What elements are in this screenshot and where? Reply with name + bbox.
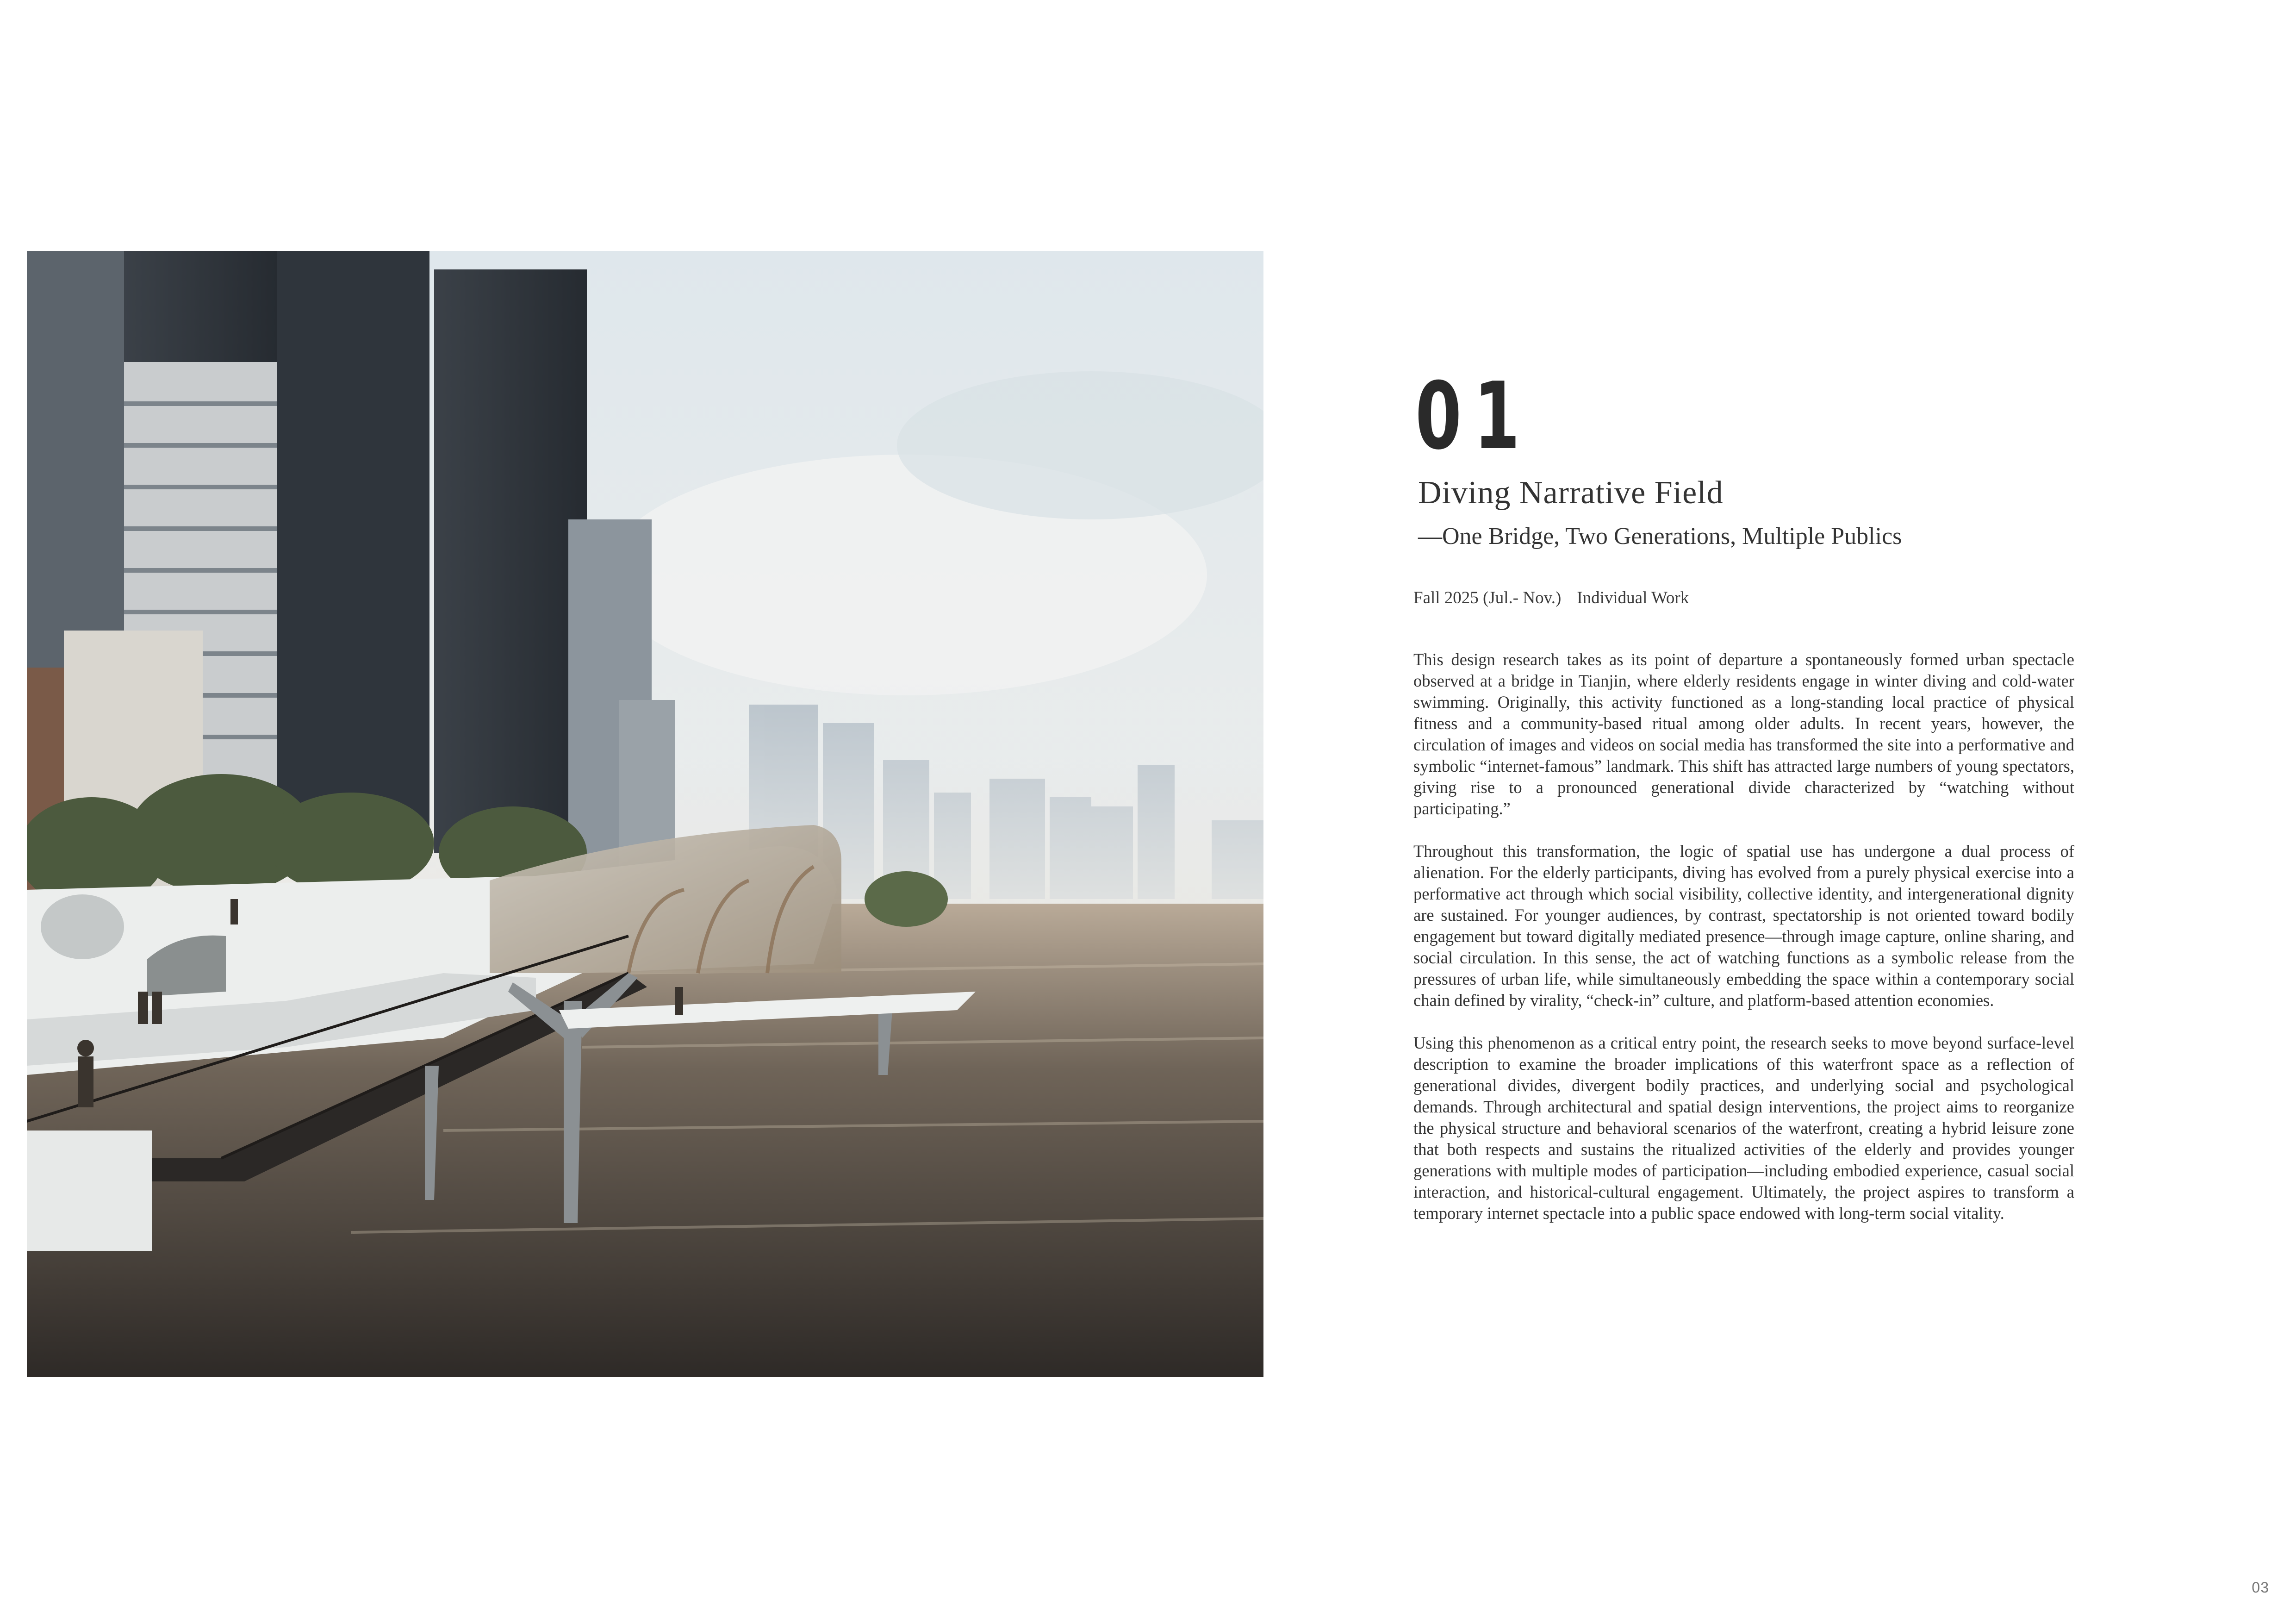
description-paragraph: Using this phenomenon as a critical entry point, the research seeks to move beyond surface-level description to examine the broader implications of this waterfront space as a reflection of generational divides, divergent bodily practices, and underlying social and psychological demands. Through architectural and spatial design interventions, the project aims to reorganize the physical structure and behavioral scenarios of the waterfront, creating a hybrid leisure zone that both respects and sustains the ritualized activities of the elderly and provides younger generations with multiple modes of participation—including embodied experience, casual social interaction, and historical-cultural engagement. Ultimately, the project aspires to transform a temporary internet spectacle into a public space endowed with long-term social vitality.: [1413, 1033, 2074, 1223]
project-number: 01: [1415, 362, 1532, 470]
project-title: Diving Narrative Field: [1418, 475, 1724, 511]
description-paragraph: This design research takes as its point of departure a spontaneously formed urban spectacle observed at a bridge in Tianjin, where elderly residents engage in winter diving and cold-water swimming. Originally, this activity functioned as a long-standing local practice of physical fitness and a community-based ritual among older adults. In recent years, however, the circulation of images and videos on social media has transformed the site into a performative and symbolic “internet-famous” landmark. This shift has attracted large numbers of young spectators, giving rise to a pronounced generational divide characterized by “watching without participating.”: [1413, 650, 2074, 818]
project-meta: [1413, 589, 1689, 606]
project-subtitle: —One Bridge, Two Generations, Multiple Publics: [1418, 523, 1902, 550]
project-season: Fall 2025 (Jul.- Nov.): [1413, 588, 1562, 607]
project-work-type: Individual Work: [1577, 588, 1689, 607]
project-description: [1413, 649, 2074, 1245]
waterfront-rendering-image: [27, 251, 1263, 1377]
description-paragraph: Throughout this transformation, the logic of spatial use has undergone a dual process of alienation. For the elderly participants, diving has evolved from a purely physical exercise into a performative act through which social visibility, collective identity, and intergenerational dignity are sustained. For younger audiences, by contrast, spectatorship is not oriented toward bodily engagement but toward digitally mediated presence—through image capture, online sharing, and social circulation. In this sense, the act of watching functions as a symbolic release from the pressures of urban life, while simultaneously embedding the space within a contemporary social chain defined by virality, “check-in” culture, and platform-based attention economies.: [1413, 842, 2074, 1010]
page-number: 03: [2252, 1579, 2269, 1596]
